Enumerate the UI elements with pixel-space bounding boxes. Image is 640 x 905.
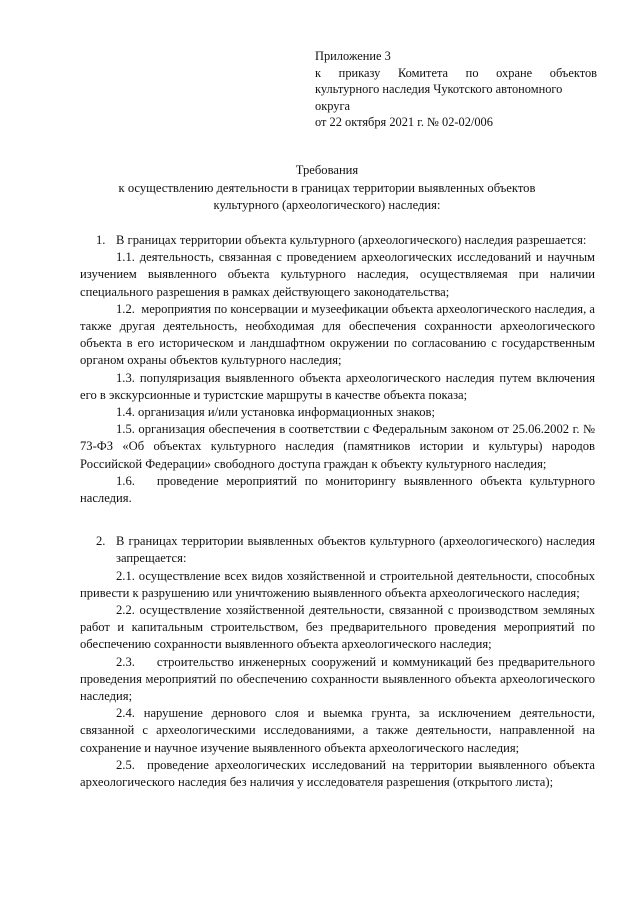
document-title bbox=[70, 162, 584, 215]
list-item: 1.5. организация обеспечения в соответствии с Федеральным законом от 25.06.2002 г. № 73-ФЗ «Об объектах культурного наследия (памятников истории и культуры) народов Российской Федерации» свободного доступа граждан к объекту культурного наследия; bbox=[80, 422, 595, 471]
list-item: 2.4. нарушение дернового слоя и выемка грунта, за исключением деятельности, связанной с археологическими исследованиями, а также деятельности, направленной на сохранение и научное изучение выявленного объекта археологического наследия; bbox=[80, 706, 595, 755]
title-line-1: Требования bbox=[295, 163, 359, 177]
title-line-3: культурного (археологического) наследия: bbox=[213, 198, 441, 212]
document-body bbox=[80, 232, 595, 791]
list-item: 2.3. строительство инженерных сооружений и коммуникаций без предварительного проведения мероприятий по обеспечению сохранности выявленного объекта археологического наследия; bbox=[80, 654, 595, 704]
list-item: 2.5. проведение археологических исследований на территории выявленного объекта археологического наследия без наличия у исследователя разрешения (открытого листа); bbox=[80, 757, 595, 790]
list-item: 1.4. организация и/или установка информационных знаков; bbox=[116, 405, 435, 420]
appendix-number: Приложение 3 bbox=[315, 49, 391, 63]
section-number: 2. bbox=[96, 534, 106, 549]
list-item: 1.2. мероприятия по консервации и музеефикации объекта археологического наследия, а также другая деятельность, необходимая для обеспечения сохранности археологического объекта в его историческом и ландшафтном окружении по согласованию с государственным органом охраны объектов культурного наследия; bbox=[80, 301, 595, 368]
section-heading: В границах территории объекта культурного (археологического) наследия разрешается: bbox=[116, 233, 587, 247]
title-line-2: к осуществлению деятельности в границах территории выявленных объектов bbox=[118, 180, 536, 195]
section-permitted bbox=[80, 232, 595, 507]
appendix-committee-line: культурного наследия Чукотского автономного bbox=[315, 82, 563, 96]
section-number: 1. bbox=[96, 233, 106, 247]
section-heading: В границах территории выявленных объектов культурного (археологического) наследия запрещается: bbox=[116, 534, 595, 566]
section-prohibited bbox=[80, 533, 595, 791]
appendix-date-line: от 22 октября 2021 г. № 02-02/006 bbox=[315, 115, 493, 129]
list-item: 1.6. проведение мероприятий по мониторингу выявленного объекта культурного наследия. bbox=[80, 473, 595, 506]
appendix-region-line: округа bbox=[315, 98, 351, 113]
appendix-order-line: к приказу Комитета по охране объектов bbox=[315, 65, 597, 80]
list-item: 1.1. деятельность, связанная с проведением археологических исследований и научным изучением выявленного объекта культурного наследия, осуществляемая при наличии специального разрешения в рамках действующего законодательства; bbox=[80, 250, 595, 299]
list-item: 2.1. осуществление всех видов хозяйственной и строительной деятельности, способных привести к разрушению или уничтожению выявленного объекта археологического наследия; bbox=[80, 568, 595, 600]
appendix-header bbox=[315, 48, 597, 131]
list-item: 2.2. осуществление хозяйственной деятельности, связанной с производством земляных работ и капитальным строительством, без предварительного проведения мероприятий по обеспечению сохранности выявленного объекта археологического наследия; bbox=[80, 603, 595, 652]
list-item: 1.3. популяризация выявленного объекта археологического наследия путем включения его в экскурсионные и туристские маршруты в качестве объекта показа; bbox=[80, 370, 595, 402]
